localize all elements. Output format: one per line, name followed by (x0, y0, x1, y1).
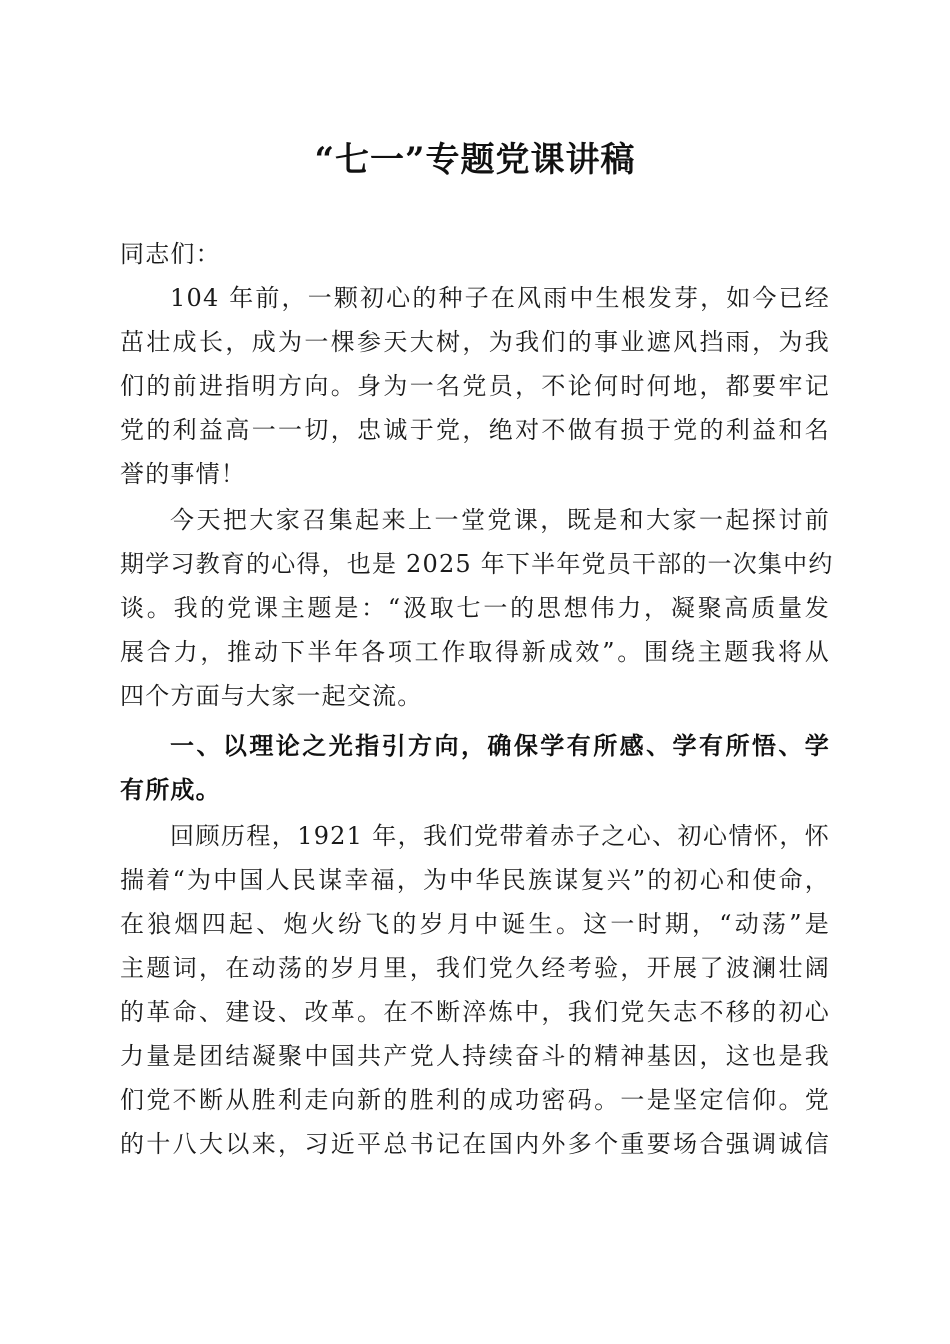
paragraph-line: 回顾历程，1921 年，我们党带着赤子之心、初心情怀，怀 (170, 822, 830, 850)
paragraph-line: 主题词，在动荡的岁月里，我们党久经考验，开展了波澜壮阔 (120, 954, 830, 982)
paragraph-line: 茁壮成长，成为一棵参天大树，为我们的事业遮风挡雨，为我 (120, 328, 830, 356)
salutation: 同志们： (120, 240, 221, 268)
paragraph-line: 誉的事情！ (120, 460, 246, 488)
paragraph-line: 们党不断从胜利走向新的胜利的成功密码。一是坚定信仰。党 (120, 1086, 830, 1114)
paragraph-line: 的革命、建设、改革。在不断淬炼中，我们党矢志不移的初心 (120, 998, 830, 1026)
section-heading: 一、以理论之光指引方向，确保学有所感、学有所悟、学 (170, 732, 830, 760)
paragraph-line: 们的前进指明方向。身为一名党员，不论何时何地，都要牢记 (120, 372, 830, 400)
paragraph-line: 揣着“为中国人民谋幸福，为中华民族谋复兴”的初心和使命， (120, 866, 830, 894)
paragraph-line: 的十八大以来，习近平总书记在国内外多个重要场合强调诚信 (120, 1130, 830, 1158)
paragraph-line: 党的利益高一一切，忠诚于党，绝对不做有损于党的利益和名 (120, 416, 830, 444)
paragraph-line: 期学习教育的心得，也是 2025 年下半年党员干部的一次集中约 (120, 550, 834, 578)
paragraph-line: 今天把大家召集起来上一堂党课，既是和大家一起探讨前 (170, 506, 830, 534)
section-heading-continued: 有所成。 (120, 776, 221, 804)
paragraph-line: 104 年前，一颗初心的种子在风雨中生根发芽，如今已经 (170, 284, 830, 312)
paragraph-line: 四个方面与大家一起交流。 (120, 682, 423, 710)
paragraph-line: 谈。我的党课主题是：“汲取七一的思想伟力，凝聚高质量发 (120, 594, 830, 622)
paragraph-line: 在狼烟四起、炮火纷飞的岁月中诞生。这一时期，“动荡”是 (120, 910, 830, 938)
paragraph-line: 展合力，推动下半年各项工作取得新成效”。围绕主题我将从 (120, 638, 830, 666)
document-title: “七一”专题党课讲稿 (314, 140, 636, 180)
paragraph-line: 力量是团结凝聚中国共产党人持续奋斗的精神基因，这也是我 (120, 1042, 830, 1070)
